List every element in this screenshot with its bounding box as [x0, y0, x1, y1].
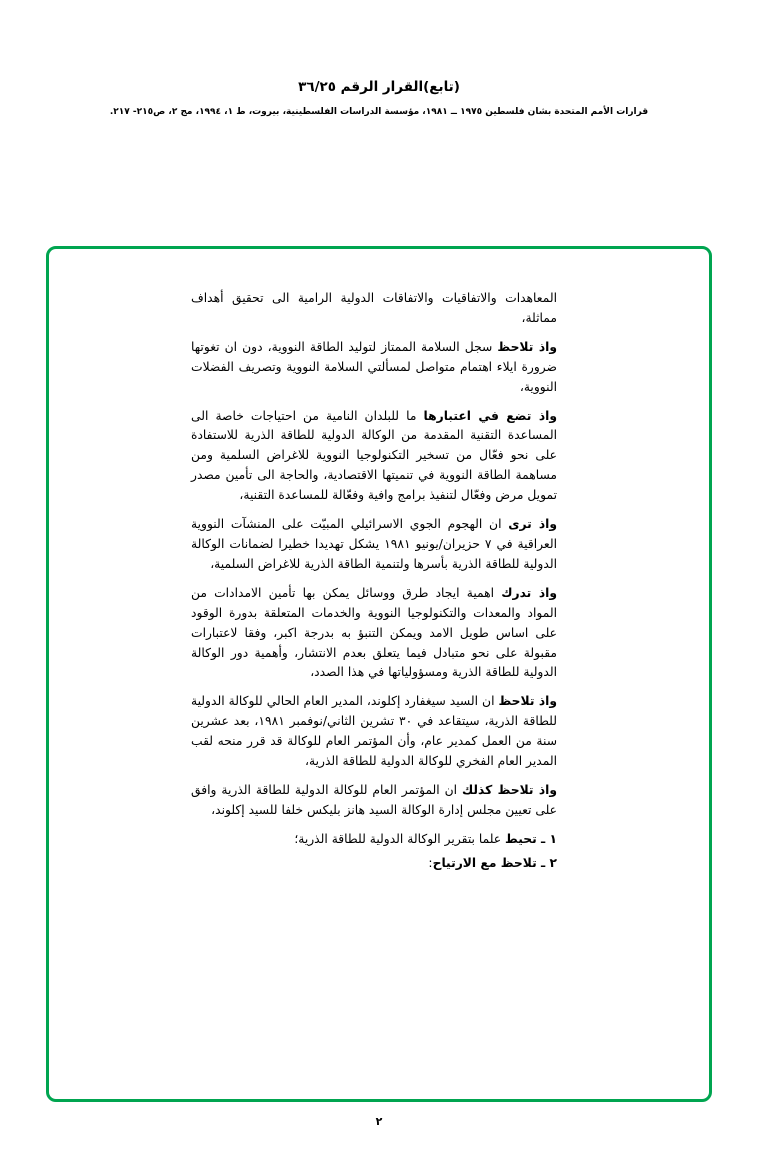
paragraph-lead: واذ تلاحظ	[497, 339, 558, 354]
numbered-item-text: علما بتقرير الوكالة الدولية للطاقة الذرية؛	[294, 831, 506, 846]
paragraph-lead: واذ تدرك	[501, 585, 557, 600]
paragraph-lead: واذ تلاحظ كذلك	[461, 782, 557, 797]
source-citation: قرارات الأمم المتحدة بشان فلسطين ١٩٧٥ ــ ١٩٨١، مؤسسة الدراسات الفلسطينية، بيروت، ط ١، ١٩٩٤، مج ٢، ص٢١٥- ٢١٧.	[109, 106, 649, 117]
paragraph	[191, 584, 557, 684]
content-frame	[46, 246, 712, 1102]
paragraph-text: ما للبلدان النامية من احتياجات خاصة الى المساعدة التقنية المقدمة من الوكالة الدولية للطاقة الذرية للاستفادة على نحو فعّال من تسخير التكنولوجيا النووية للاغراض السلمية ومن مساهمة الطاقة النووية في تنميتها الاقتصادية، والحاجة الى تأمين مصدر تمويل مرض وفعّال لتنفيذ برامج وافية وفعّالة للمساعدة التقنية،	[191, 408, 557, 503]
paragraph-text: ان الهجوم الجوي الاسرائيلي المبيّت على المنشآت النووية العراقية في ٧ حزيران/يونيو ١٩٨١ يشكل تهديدا خطيرا لضمانات الوكالة الدولية للطاقة الذرية بأسرها ولتنمية الطاقة الذرية للاغراض السلمية،	[191, 517, 557, 571]
paragraph-lead: واذ تلاحظ	[498, 694, 557, 709]
paragraph	[191, 692, 557, 772]
numbered-item	[191, 854, 557, 874]
paragraph	[191, 407, 557, 507]
page-number: ٢	[375, 1115, 383, 1128]
paragraph-lead: واذ ترى	[508, 517, 557, 532]
paragraph-lead: واذ تضع في اعتبارها	[423, 408, 557, 423]
numbered-item	[191, 830, 557, 850]
paragraph-text: المعاهدات والاتفاقيات والاتفاقات الدولية الرامية الى تحقيق أهداف مماثلة،	[191, 291, 557, 325]
paragraph	[191, 515, 557, 575]
paragraph	[191, 338, 557, 398]
paragraph-text: سجل السلامة الممتاز لتوليد الطاقة النووية، دون ان تغوتها ضرورة ايلاء اهتمام متواصل لمسألتي السلامة النووية وتصريف الفضلات النووية،	[191, 339, 557, 394]
document-page	[0, 78, 758, 1156]
numbered-item-text: :	[428, 855, 433, 870]
page-title: (تابع)القرار الرقم ٣٦/٢٥	[298, 79, 460, 95]
paragraph-text: ان السيد سيغفارد إكلوند، المدير العام الحالي للوكالة الدولية للطاقة الذرية، سيتقاعد في ٣٠ تشرين الثاني/نوفمبر ١٩٨١، بعد عشرين سنة من العمل كمدير عام، وأن المؤتمر العام للوكالة قد قرر منحه لقب المدير العام الفخري للوكالة الدولية للطاقة الذرية،	[191, 694, 557, 769]
paragraph	[191, 289, 557, 329]
document-body	[191, 289, 557, 874]
paragraph	[191, 781, 557, 821]
document-header	[0, 78, 758, 118]
numbered-item-lead: ٢ ـ تلاحظ مع الارتياح	[432, 855, 557, 870]
paragraph-text: اهمية ايجاد طرق ووسائل يمكن بها تأمين الامدادات من المواد والمعدات والتكنولوجيا النووية والخدمات المتعلقة بدورة الوقود على اساس طويل الامد ويمكن التنبؤ به بدرجة اكبر، وفقا لاعتبارات مقبولة على نحو متبادل فيما يتعلق بعدم الانتشار، وأهمية دور الوكالة الدولية للطاقة الذرية ومسؤولياتها في هذا الصدد،	[191, 585, 557, 680]
paragraph-text: ان المؤتمر العام للوكالة الدولية للطاقة الذرية وافق على تعيين مجلس إدارة الوكالة السيد هانز بليكس خلفا للسيد إكلوند،	[191, 782, 557, 817]
numbered-item-lead: ١ ـ تحيط	[505, 831, 557, 846]
